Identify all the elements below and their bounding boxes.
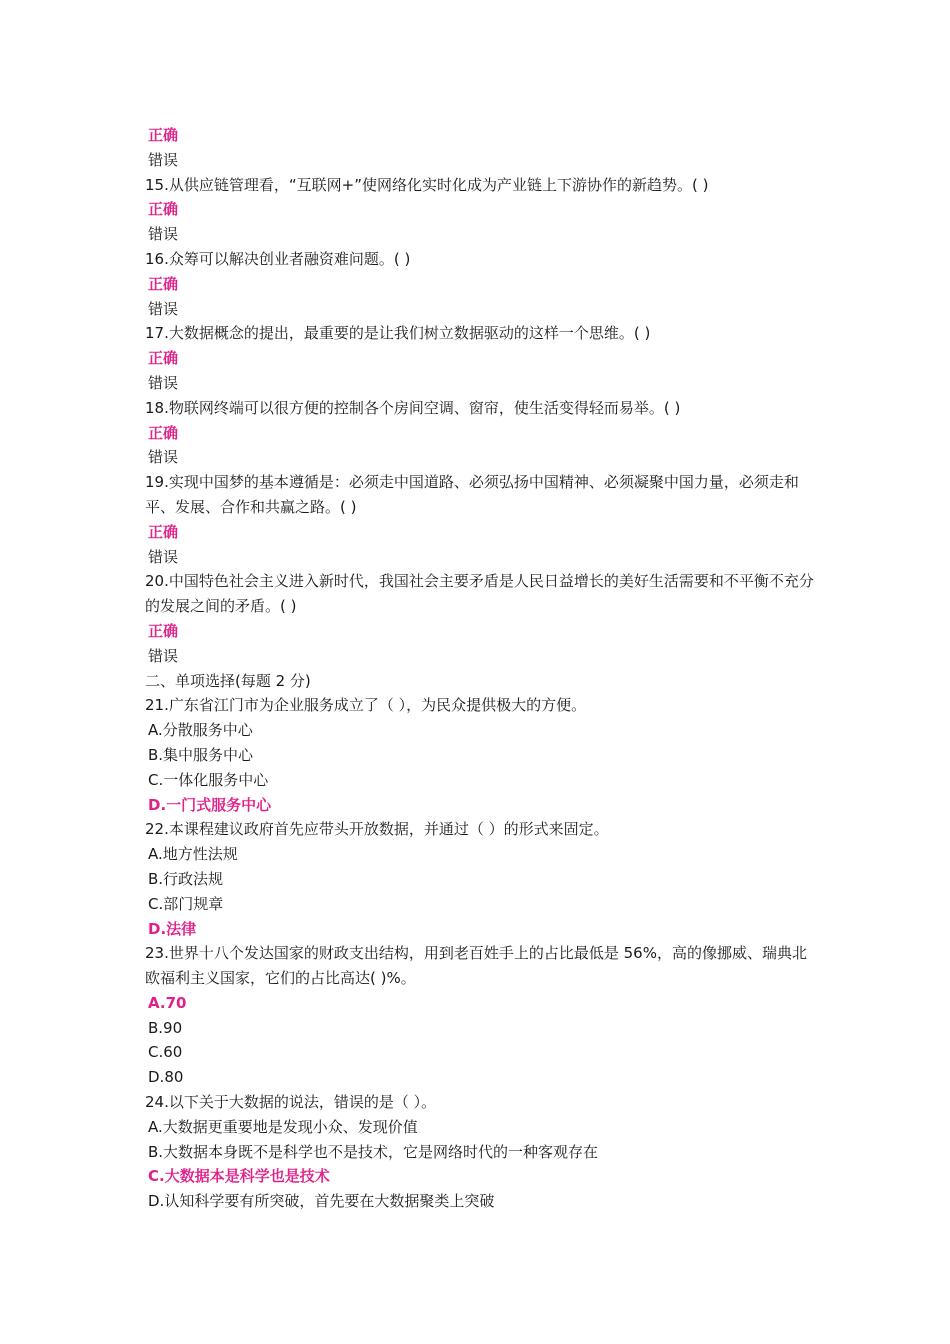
question-text: 24.以下关于大数据的说法，错误的是（ ）。 (145, 1093, 437, 1112)
answer-option: B.90 (148, 1018, 183, 1037)
question-text: 22.本课程建议政府首先应带头开放数据，并通过（ ）的形式来固定。 (145, 820, 609, 839)
answer-option: B.集中服务中心 (148, 745, 254, 764)
correct-answer-option: 正确 (148, 274, 179, 293)
question-text: 19.实现中国梦的基本遵循是：必须走中国道路、必须弘扬中国精神、必须凝聚中国力量，必须走和平、发展、合作和共赢之路。( ) (145, 473, 799, 516)
answer-option: D.80 (148, 1068, 184, 1087)
correct-answer-option: 正确 (148, 423, 179, 442)
correct-answer-option: D.一门式服务中心 (148, 795, 272, 814)
correct-answer-option: 正确 (148, 349, 179, 368)
answer-option: 错误 (148, 373, 179, 392)
correct-answer-option: 正确 (148, 200, 179, 219)
answer-option: D.认知科学要有所突破，首先要在大数据聚类上突破 (148, 1192, 495, 1211)
answer-option: 错误 (148, 225, 179, 244)
answer-option: C.一体化服务中心 (148, 770, 269, 789)
answer-option: A.大数据更重要地是发现小众、发现价值 (148, 1117, 418, 1136)
correct-answer-option: 正确 (148, 522, 179, 541)
question-text: 18.物联网终端可以很方便的控制各个房间空调、窗帘，使生活变得轻而易举。( ) (145, 398, 681, 417)
answer-option: A.地方性法规 (148, 845, 238, 864)
correct-answer-option: 正确 (148, 621, 179, 640)
correct-answer-option: A.70 (148, 993, 187, 1012)
correct-answer-option: C.大数据本是科学也是技术 (148, 1167, 330, 1186)
quiz-document (145, 123, 815, 1214)
answer-option: C.60 (148, 1043, 183, 1062)
question-text: 16.众筹可以解决创业者融资难问题。( ) (145, 249, 411, 268)
answer-option: 错误 (148, 547, 179, 566)
answer-option: B.大数据本身既不是科学也不是技术，它是网络时代的一种客观存在 (148, 1142, 599, 1161)
question-text: 20.中国特色社会主义进入新时代，我国社会主要矛盾是人民日益增长的美好生活需要和不平衡不充分的发展之间的矛盾。( ) (145, 572, 814, 616)
answer-option: C.部门规章 (148, 894, 224, 913)
correct-answer-option: D.法律 (148, 919, 197, 938)
answer-option: 错误 (148, 150, 179, 169)
question-text: 15.从供应链管理看，“互联网+”使网络化实时化成为产业链上下游协作的新趋势。( ) (145, 175, 709, 194)
answer-option: 错误 (148, 299, 179, 318)
question-text: 17.大数据概念的提出，最重要的是让我们树立数据驱动的这样一个思维。( ) (145, 324, 651, 343)
answer-option: 错误 (148, 646, 179, 665)
question-text: 21.广东省江门市为企业服务成立了（ ），为民众提供极大的方便。 (145, 696, 587, 715)
correct-answer-option: 正确 (148, 126, 179, 144)
answer-option: B.行政法规 (148, 869, 224, 888)
question-text: 23.世界十八个发达国家的财政支出结构，用到老百姓手上的占比最低是 56%，高的像挪威、瑞典北欧福利主义国家，它们的占比高达( )%。 (145, 944, 807, 988)
answer-option: A.分散服务中心 (148, 721, 253, 740)
answer-option: 错误 (148, 448, 179, 467)
section-heading: 二、单项选择(每题 2 分) (145, 671, 311, 690)
